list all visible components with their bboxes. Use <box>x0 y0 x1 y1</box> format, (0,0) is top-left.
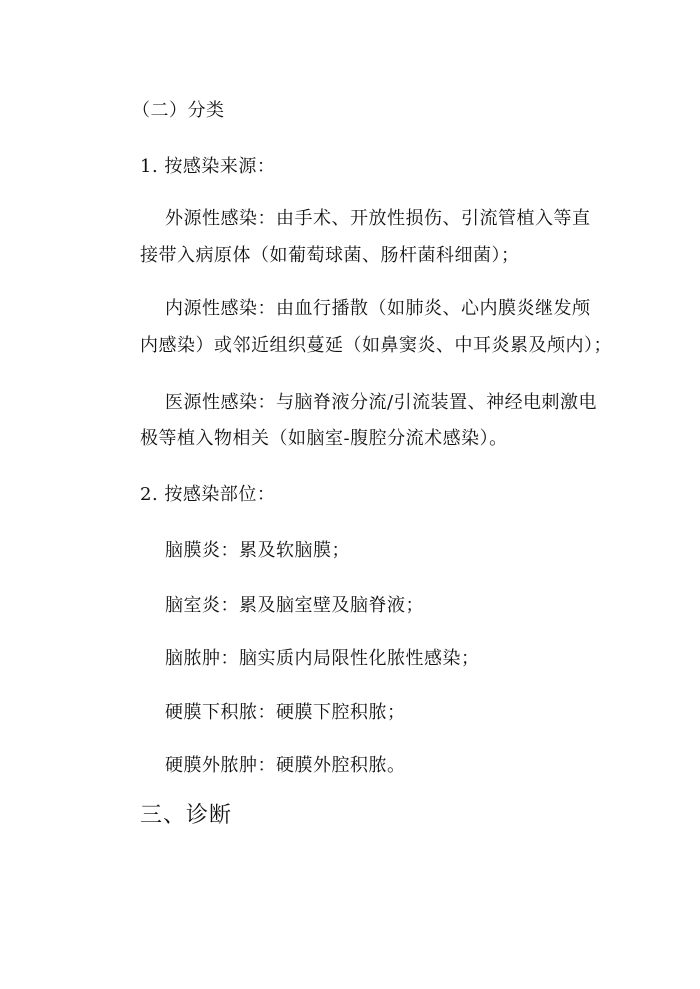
paragraph-iatrogenic-line2: 极等植入物相关（如脑室-腹腔分流术感染）。 <box>140 428 508 449</box>
subsection-heading-classification: （二）分类 <box>132 100 225 121</box>
list-item-meningitis: 脑膜炎：累及软脑膜； <box>165 540 350 561</box>
paragraph-endogenous-line2: 内感染）或邻近组织蔓延（如鼻窦炎、中耳炎累及颅内）； <box>140 335 612 356</box>
list-item-ventriculitis: 脑室炎：累及脑室壁及脑脊液； <box>165 595 424 616</box>
paragraph-exogenous-line2: 接带入病原体（如葡萄球菌、肠杆菌科细菌）； <box>140 245 520 266</box>
list-item-subdural-empyema: 硬膜下积脓：硬膜下腔积脓； <box>165 702 406 723</box>
item-heading-by-source: 1. 按感染来源： <box>140 156 276 177</box>
list-item-brain-abscess: 脑脓肿：脑实质内局限性化脓性感染； <box>165 648 480 669</box>
list-item-epidural-abscess: 硬膜外脓肿：硬膜外腔积脓。 <box>165 755 406 776</box>
paragraph-endogenous-line1: 内源性感染：由血行播散（如肺炎、心内膜炎继发颅 <box>165 298 591 319</box>
paragraph-iatrogenic-line1: 医源性感染：与脑脊液分流/引流装置、神经电刺激电 <box>165 392 598 413</box>
section-heading-diagnosis: 三、诊断 <box>140 803 233 828</box>
item-heading-by-site: 2. 按感染部位： <box>140 484 276 505</box>
paragraph-exogenous-line1: 外源性感染：由手术、开放性损伤、引流管植入等直 <box>165 208 591 229</box>
